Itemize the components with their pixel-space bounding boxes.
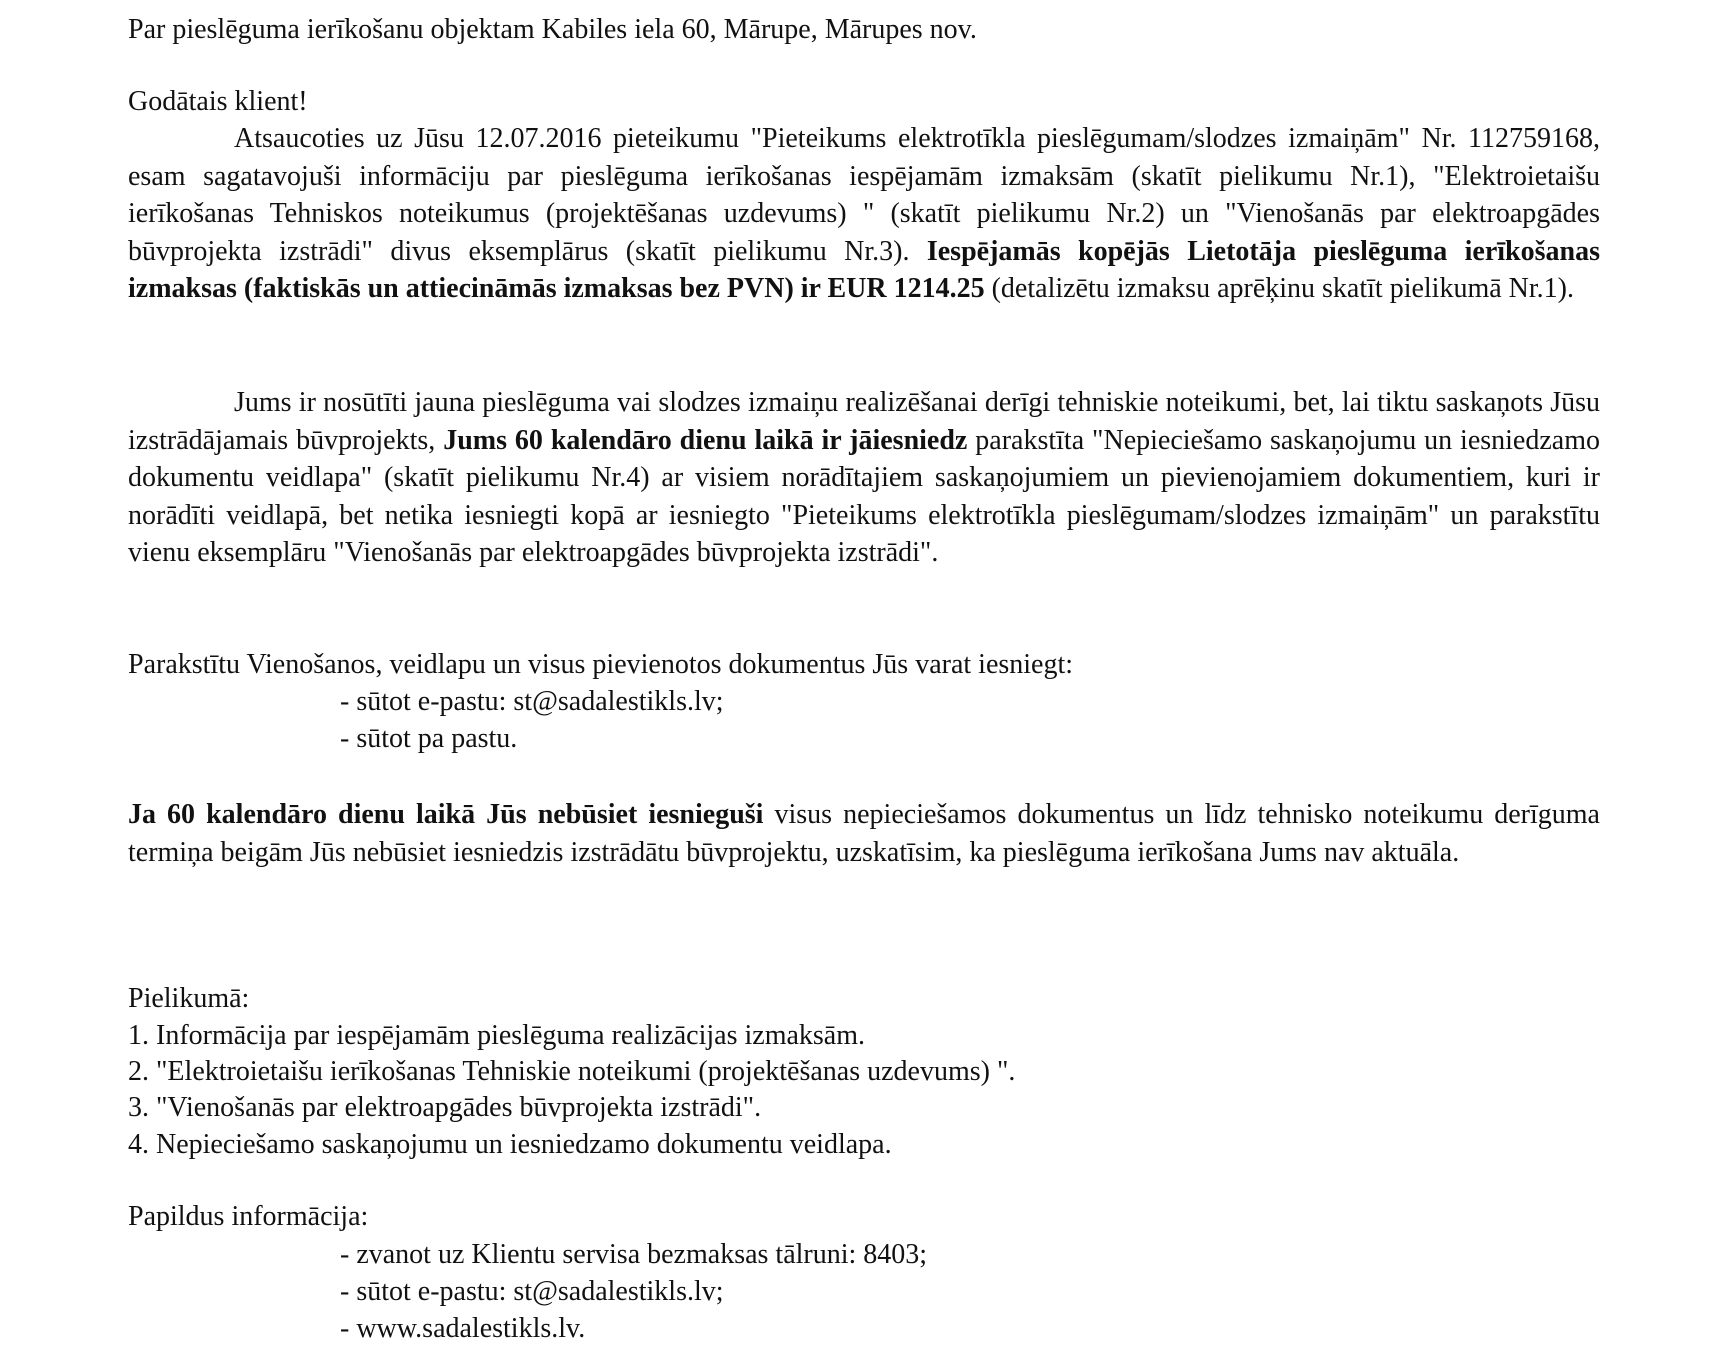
paragraph-requirements <box>128 384 1600 572</box>
additional-info-heading: Papildus informācija: <box>128 1201 369 1232</box>
additional-info-email: - sūtot e-pastu: st@sadalestikls.lv; <box>340 1276 724 1307</box>
paragraph-application-info <box>128 120 1600 308</box>
attachment-item: 2. "Elektroietaišu ierīkošanas Tehniskie noteikumi (projektēšanas uzdevums) ". <box>128 1056 1016 1087</box>
letter-subject: Par pieslēguma ierīkošanu objektam Kabiles iela 60, Mārupe, Mārupes nov. <box>128 14 977 45</box>
additional-info-website: - www.sadalestikls.lv. <box>340 1313 586 1344</box>
submit-option-post: - sūtot pa pastu. <box>340 723 518 754</box>
paragraph-warning <box>128 796 1600 871</box>
attachment-item: 4. Nepieciešamo saskaņojumu un iesniedzamo dokumentu veidlapa. <box>128 1129 892 1160</box>
attachment-item: 1. Informācija par iespējamām pieslēguma realizācijas izmaksām. <box>128 1020 866 1051</box>
submit-intro: Parakstītu Vienošanos, veidlapu un visus pievienotos dokumentus Jūs varat iesniegt: <box>128 649 1074 680</box>
paragraph-text: Jums ir nosūtīti jauna pieslēguma vai slodzes izmaiņu realizēšanai derīgi tehniskie noteikumi, bet, lai tiktu saskaņots Jūsu izstrādājamais būvprojekts, <box>128 387 1600 456</box>
paragraph-text: Atsaucoties uz Jūsu 12.07.2016 pieteikumu "Pieteikums elektrotīkla pieslēgumam/slodzes izmaiņām" Nr. 112759168, esam sagatavojuši informāciju par pieslēguma ierīkošanas iespējamām izmaksām (skatīt pielikumu Nr.1), "Elektroietaišu ierīkošanas Tehniskos noteikumus (projektēšanas uzdevums) " (skatīt pielikumu Nr.2) un "Vienošanās par elektroapgādes būvprojekta izstrādi" divus eksemplārus (skatīt pielikumu Nr.3). <box>128 123 1600 267</box>
attachments-heading: Pielikumā: <box>128 983 250 1014</box>
additional-info-phone: - zvanot uz Klientu servisa bezmaksas tālruni: 8403; <box>340 1239 928 1270</box>
warning-bold: Ja 60 kalendāro dienu laikā Jūs nebūsiet iesnieguši <box>128 799 764 830</box>
paragraph-text-tail: (detalizētu izmaksu aprēķinu skatīt pielikumā Nr.1). <box>984 273 1574 304</box>
submit-option-email: - sūtot e-pastu: st@sadalestikls.lv; <box>340 686 724 717</box>
deadline-statement: Jums 60 kalendāro dienu laikā ir jāiesniedz <box>443 424 968 456</box>
paragraph-text: visus nepieciešamos dokumentus un līdz tehnisko noteikumu derīguma termiņa beigām Jūs nebūsiet iesniedzis izstrādātu būvprojektu, uzskatīsim, ka pieslēguma ierīkošana Jums nav aktuāla. <box>128 799 1600 868</box>
greeting: Godātais klient! <box>128 86 308 117</box>
total-cost-statement: Iespējamās kopējās Lietotāja pieslēguma ierīkošanas izmaksas (faktiskās un attiecināmās izmaksas bez PVN) ir EUR 1214.25 <box>128 235 1600 304</box>
paragraph-text-tail: parakstīta "Nepieciešamo saskaņojumu un iesniedzamo dokumentu veidlapa" (skatīt pielikumu Nr.4) ar visiem norādītajiem saskaņojumiem un pievienojamiem dokumentiem, kuri ir norādīti veidlapā, bet netika iesniegti kopā ar iesniegto "Pieteikums elektrotīkla pieslēgumam/slodzes izmaiņām" un parakstītu vienu eksemplāru "Vienošanās par elektroapgādes būvprojekta izstrādi". <box>128 424 1600 568</box>
attachment-item: 3. "Vienošanās par elektroapgādes būvprojekta izstrādi". <box>128 1092 762 1123</box>
